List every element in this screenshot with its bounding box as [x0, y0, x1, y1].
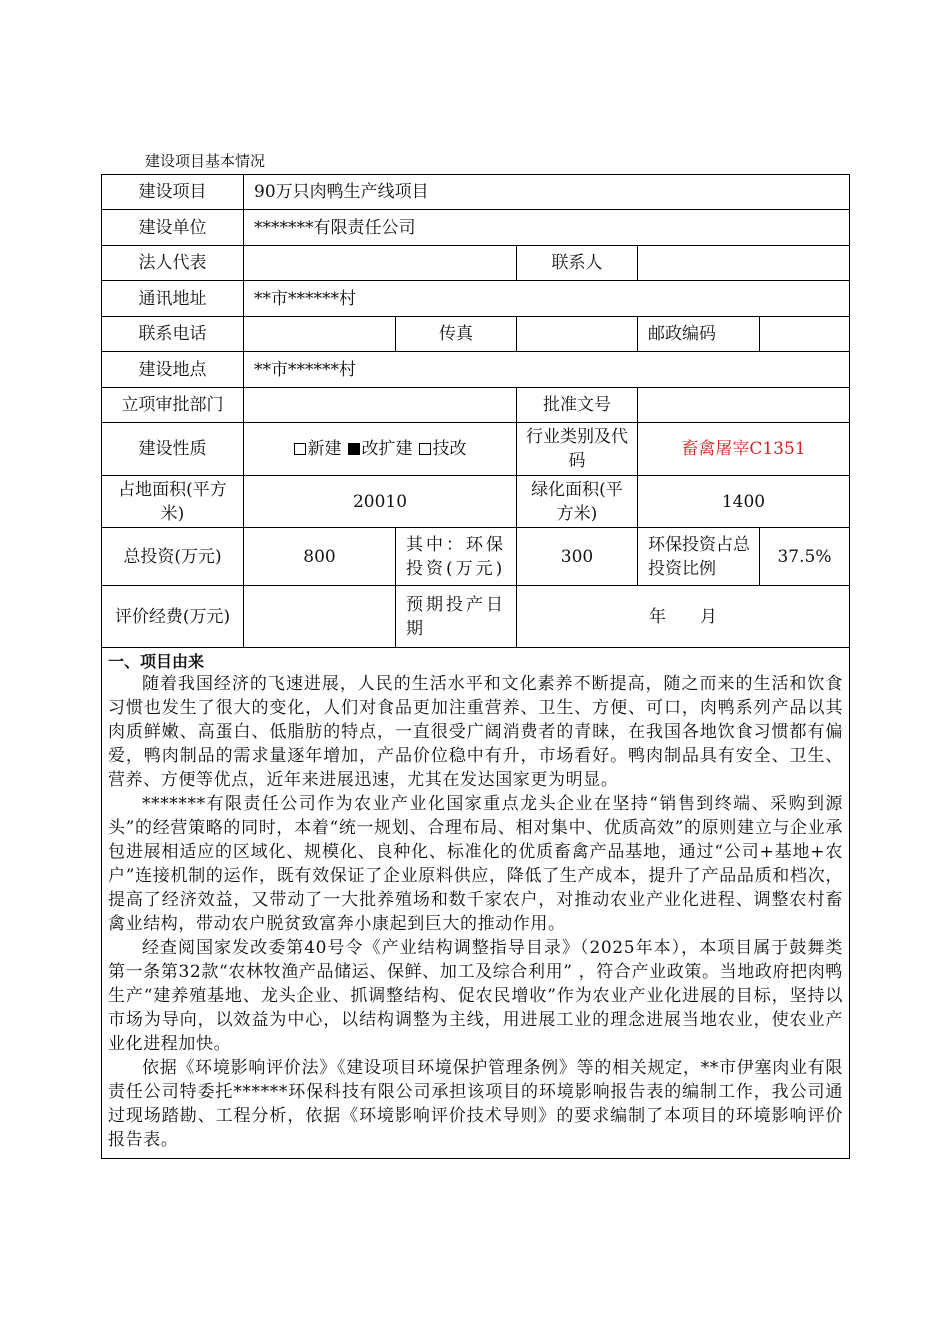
address-value: **市******村 [244, 281, 850, 317]
legal-rep-label: 法人代表 [102, 246, 244, 281]
project-info-table [101, 174, 850, 1159]
fax-value [517, 317, 638, 352]
postcode-value [760, 317, 850, 352]
industry-label: 行业类别及代码 [517, 423, 638, 476]
eval-fee-label: 评价经费(万元) [102, 586, 244, 648]
paragraph: 随着我国经济的飞速进展，人民的生活水平和文化素养不断提高，随之而来的生活和饮食习惯也发生了很大的变化，人们对食品更加注重营养、卫生、方便、可口，肉鸭系列产品以其肉质鲜嫩、高蛋白、低脂肪的特点，一直很受广阔消费者的青睐，在我国各地饮食习惯都有偏爱，鸭肉制品的需求量逐年增加，产品价位稳中有升，市场看好。鸭肉制品具有安全、卫生、营养、方便等优点，近年来进展迅速，尤其在发达国家更为明显。 [108, 674, 843, 790]
unit-label: 建设单位 [102, 210, 244, 246]
phone-label: 联系电话 [102, 317, 244, 352]
nature-option-label: 技改 [432, 439, 467, 459]
industry-value: 畜禽屠宰C1351 [638, 423, 850, 476]
address-label: 通讯地址 [102, 281, 244, 317]
checkbox-empty-icon [419, 443, 431, 455]
env-ratio-label: 环保投资占总投资比例 [638, 528, 760, 586]
env-invest-value: 300 [517, 528, 638, 586]
eval-fee-value [244, 586, 396, 648]
checkbox-empty-icon [294, 443, 306, 455]
project-value: 90万只肉鸭生产线项目 [244, 175, 850, 210]
nature-label: 建设性质 [102, 423, 244, 476]
contact-value [638, 246, 850, 281]
total-invest-value: 800 [244, 528, 396, 586]
postcode-label: 邮政编码 [638, 317, 760, 352]
site-value: **市******村 [244, 352, 850, 388]
checkbox-checked-icon [348, 443, 360, 455]
fax-label: 传真 [396, 317, 517, 352]
legal-rep-value [244, 246, 517, 281]
nature-option [348, 439, 413, 459]
nature-option [419, 439, 467, 459]
project-origin-section [102, 648, 850, 1159]
total-invest-label: 总投资(万元) [102, 528, 244, 586]
table-caption: 建设项目基本情况 [145, 152, 266, 170]
contact-label: 联系人 [517, 246, 638, 281]
unit-value: *******有限责任公司 [244, 210, 850, 246]
env-invest-label: 其中：环保投资(万元) [396, 528, 517, 586]
expected-date-label: 预期投产日期 [396, 586, 517, 648]
nature-option-label: 改扩建 [361, 439, 413, 459]
expected-date-value: 年 月 [517, 586, 850, 648]
paragraph: 依据《环境影响评价法》《建设项目环境保护管理条例》等的相关规定，**市伊塞肉业有限责任公司特委托******环保科技有限公司承担该项目的环境影响报告表的编制工作，我公司通过现场踏勘、工程分析，依据《环境影响评价技术导则》的要求编制了本项目的环境影响评价报告表。 [108, 1058, 843, 1150]
approval-dept-value [244, 388, 517, 423]
land-area-value: 20010 [244, 476, 517, 528]
approval-no-value [638, 388, 850, 423]
section-body [108, 672, 843, 1152]
site-label: 建设地点 [102, 352, 244, 388]
approval-no-label: 批准文号 [517, 388, 638, 423]
paragraph: 经查阅国家发改委第40号令《产业结构调整指导目录》（2025年本），本项目属于鼓舞类第一条第32款“农林牧渔产品储运、保鲜、加工及综合利用” ，符合产业政策。当地政府把肉鸭生产“建养殖基地、龙头企业、抓调整结构、促农民增收”作为农业产业化进展的目标，坚持以市场为导向，以效益为中心，以结构调整为主线，用进展工业的理念进展当地农业，使农业产业化进程加快。 [108, 938, 843, 1054]
section-title: 一、项目由来 [108, 652, 205, 671]
green-area-label: 绿化面积(平方米) [517, 476, 638, 528]
approval-dept-label: 立项审批部门 [102, 388, 244, 423]
nature-option [294, 439, 342, 459]
land-area-label: 占地面积(平方米) [102, 476, 244, 528]
green-area-value: 1400 [638, 476, 850, 528]
nature-options [244, 423, 517, 476]
nature-option-label: 新建 [307, 439, 342, 459]
project-label: 建设项目 [102, 175, 244, 210]
paragraph: *******有限责任公司作为农业产业化国家重点龙头企业在坚持“销售到终端、采购到源头”的经营策略的同时，本着“统一规划、合理布局、相对集中、优质高效”的原则建立与企业承包进展相适应的区域化、规模化、良种化、标准化的优质畜禽产品基地，通过“公司+基地+农户”连接机制的运作，既有效保证了企业原料供应，降低了生产成本，提升了产品品质和档次，提高了经济效益，又带动了一大批养殖场和数千家农户，对推动农业产业化进程、调整农村畜禽业结构，带动农户脱贫致富奔小康起到巨大的推动作用。 [108, 794, 843, 934]
env-ratio-value: 37.5% [760, 528, 850, 586]
phone-value [244, 317, 396, 352]
